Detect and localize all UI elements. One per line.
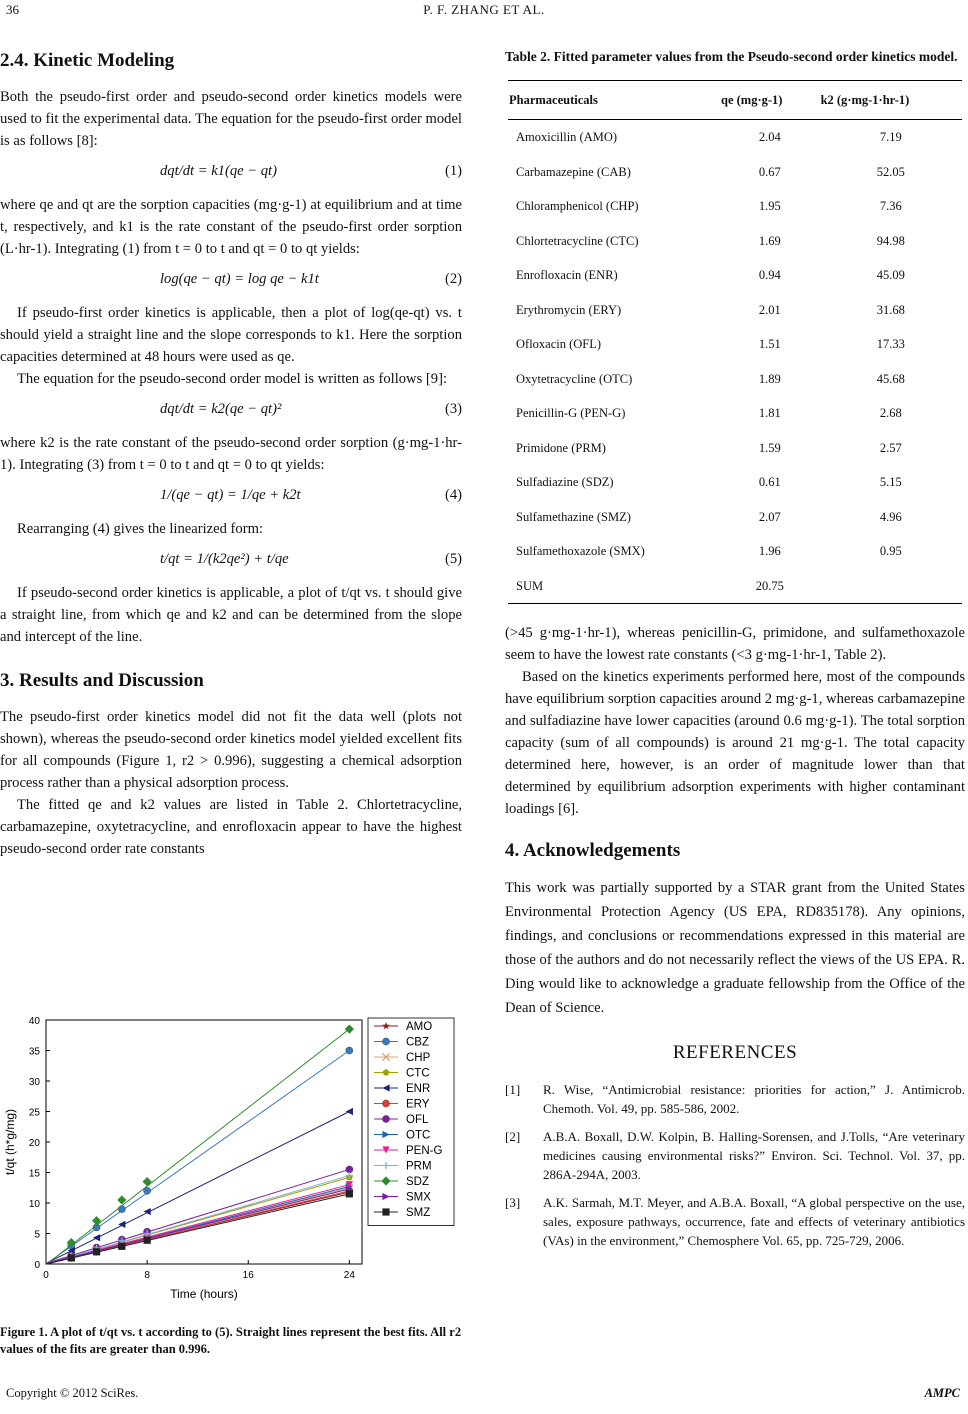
table-cell: 2.68 <box>879 406 902 421</box>
x-tick-label: 0 <box>43 1270 49 1281</box>
table-cell: Ofloxacin (OFL) <box>516 337 602 352</box>
table-cell: 2.04 <box>758 130 781 145</box>
right-column <box>505 48 965 1259</box>
y-tick-label: 40 <box>28 1016 40 1027</box>
legend-label: SMZ <box>406 1207 431 1219</box>
journal-name: AMPC <box>924 1386 960 1400</box>
paragraph: The fitted qe and k2 values are listed in Table 2. Chlortetracycline, carbamazepine, oxytetracycline, and enrofloxacin appear to have the highest pseudo-second order rate constants <box>0 797 462 857</box>
table-cell: 2.07 <box>758 509 781 524</box>
table-cell: SUM <box>508 569 720 604</box>
legend-label: OFL <box>406 1114 429 1126</box>
copyright: Copyright © 2012 SciRes. <box>6 1386 139 1400</box>
table-cell: Sulfadiazine (SDZ) <box>516 475 614 490</box>
table-cell: Chlortetracycline (CTC) <box>516 233 639 248</box>
table-cell: 0.95 <box>879 544 902 559</box>
paragraph: where k2 is the rate constant of the pseudo-second order sorption (g·mg-1·hr-1). Integrating (3) from t = 0 to t and qt = 0 to qt yields: <box>0 435 462 473</box>
table-cell: 1.59 <box>758 440 781 455</box>
reference-list <box>505 1080 965 1250</box>
table-cell: 0.94 <box>758 268 781 283</box>
reference-text: R. Wise, “Antimicrobial resistance: priorities for action,” J. Antimicrob. Chemoth. Vol. 49, pp. 585-586, 2002. <box>543 1082 965 1116</box>
equation-text: dqt/dt = k2(qe − qt)² <box>160 401 282 417</box>
page-header <box>0 0 968 28</box>
table-cell: 7.19 <box>879 130 902 145</box>
data-point <box>345 1025 354 1034</box>
paragraph: If pseudo-second order kinetics is applicable, a plot of t/qt vs. t should give a straight line, from which qe and k2 and can be determined from the slope and intercept of the line. <box>0 585 462 645</box>
legend-label: SDZ <box>406 1176 429 1188</box>
table-row <box>508 293 962 328</box>
figure-1-chart <box>0 1002 462 1318</box>
series-line <box>46 1051 349 1265</box>
table-cell: 4.96 <box>879 509 902 524</box>
equation-text: t/qt = 1/(k2qe²) + t/qe <box>160 551 289 567</box>
legend-label: CHP <box>406 1052 431 1064</box>
chart-svg <box>0 1002 462 1318</box>
table-cell: Amoxicillin (AMO) <box>516 130 618 145</box>
table-cell: 1.95 <box>758 199 781 214</box>
left-column <box>0 48 462 860</box>
reference-text: A.B.A. Boxall, D.W. Kolpin, B. Halling-Sorensen, and J.Tolls, “Are veterinary medicines causing environmental risks?” Environ. Sci. Technol. Vol. 37, pp. 286A-294A, 2003. <box>543 1129 965 1182</box>
table-cell: Sulfamethoxazole (SMX) <box>516 544 645 559</box>
table-cell: 2.01 <box>758 302 781 317</box>
paragraph: (>45 g·mg-1·hr-1), whereas penicillin-G, primidone, and sulfamethoxazole seem to have the lowest rate constants (<3 g·mg-1·hr-1, Table 2). <box>505 625 965 663</box>
data-point <box>93 1234 100 1241</box>
y-tick-label: 25 <box>28 1107 40 1119</box>
table-row <box>508 258 962 293</box>
table-cell: 94.98 <box>876 233 905 248</box>
data-point <box>144 1237 151 1244</box>
equation-3 <box>0 394 462 428</box>
equation-number: (3) <box>444 401 462 417</box>
paragraph: where qe and qt are the sorption capacities (mg·g-1) at equilibrium and at time t, respectively, and k1 is the rate constant of the pseudo-first order sorption (L·hr-1). Integrating (1) from t = 0 to t and qt = 0 to qt yields: <box>0 197 462 257</box>
table-cell <box>820 569 962 604</box>
series-line <box>46 1176 349 1264</box>
figure-1-caption: Figure 1. A plot of t/qt vs. t according to (5). Straight lines represent the best fits. All r2 values of the fits are greater than 0.996. <box>0 1325 462 1356</box>
table-cell: 2.57 <box>879 440 902 455</box>
table-cell: 45.09 <box>876 268 905 283</box>
y-tick-label: 10 <box>28 1199 40 1210</box>
legend-label: OTC <box>406 1129 431 1142</box>
y-tick-label: 20 <box>28 1138 40 1149</box>
table-row <box>508 224 962 259</box>
section-3-heading: 3. Results and Discussion <box>0 670 204 691</box>
table-2 <box>508 80 962 604</box>
table-cell: 31.68 <box>876 302 905 317</box>
table-row <box>508 396 962 431</box>
reference-item <box>505 1193 965 1250</box>
x-axis-label: Time (hours) <box>170 1287 238 1301</box>
x-tick-label: 8 <box>144 1270 150 1281</box>
table-row <box>508 500 962 535</box>
references-heading: REFERENCES <box>672 1042 798 1063</box>
legend-label: SMX <box>406 1191 431 1204</box>
table-row <box>508 155 962 190</box>
data-point <box>68 1254 75 1261</box>
table-cell: 0.67 <box>758 164 781 179</box>
column-header: k2 (g·mg-1·hr-1) <box>820 81 962 120</box>
data-point <box>143 1177 152 1186</box>
paragraph: Rearranging (4) gives the linearized form: <box>17 521 263 537</box>
section-2-4-heading: 2.4. Kinetic Modeling <box>0 50 175 71</box>
legend-label: AMO <box>406 1021 433 1033</box>
series-line <box>46 1185 349 1264</box>
paragraph: If pseudo-first order kinetics is applicable, then a plot of log(qe-qt) vs. t should yield a straight line and the slope corresponds to k1. Here the sorption capacities determined at 48 hours were used as qe. <box>0 305 462 365</box>
table-cell: Carbamazepine (CAB) <box>516 164 631 179</box>
equation-number: (5) <box>444 551 462 567</box>
table-row <box>508 534 962 569</box>
y-tick-label: 0 <box>34 1260 40 1271</box>
equation-5 <box>0 544 462 578</box>
series-line <box>46 1169 349 1263</box>
reference-item <box>505 1080 965 1118</box>
section-4-heading: 4. Acknowledgements <box>505 840 681 861</box>
data-point <box>93 1248 100 1255</box>
data-point <box>382 1100 389 1107</box>
equation-text: 1/(qe − qt) = 1/qe + k2t <box>160 487 301 503</box>
y-tick-label: 15 <box>28 1168 40 1180</box>
table-cell: Penicillin-G (PEN-G) <box>516 406 626 421</box>
table-cell: 1.51 <box>758 337 781 352</box>
table-cell: Oxytetracycline (OTC) <box>516 371 633 386</box>
table-row <box>508 569 962 604</box>
table-cell: 5.15 <box>879 475 902 490</box>
equation-2 <box>0 264 462 298</box>
table-cell: 1.89 <box>758 371 781 386</box>
data-point <box>346 1108 353 1115</box>
data-point <box>382 1208 389 1215</box>
table-cell: 17.33 <box>876 337 905 352</box>
page-number: 36 <box>6 2 19 17</box>
data-point <box>382 1038 389 1045</box>
y-tick-label: 35 <box>28 1046 40 1058</box>
column-header: Pharmaceuticals <box>508 81 720 120</box>
equation-1 <box>0 156 462 190</box>
table-row <box>508 120 962 155</box>
equation-4 <box>0 480 462 514</box>
y-tick-label: 5 <box>34 1229 40 1241</box>
table-cell: 52.05 <box>876 164 905 179</box>
series-line <box>46 1189 349 1263</box>
legend-label: CBZ <box>406 1036 429 1049</box>
paragraph: This work was partially supported by a STAR grant from the United States Environmental Protection Agency (US EPA, RD835178). Any opinions, findings, and conclusions or recommendations expressed in this material are those of the authors and do not necessarily reflect the views of the US EPA. R. Ding would like to acknowledge a graduate fellowship from the Office of the Dean of Science. <box>505 880 965 1016</box>
table-cell: 1.69 <box>758 233 781 248</box>
table-row <box>508 362 962 397</box>
table-cell: Enrofloxacin (ENR) <box>516 268 618 283</box>
reference-number: [1] <box>505 1082 521 1097</box>
x-tick-label: 16 <box>242 1270 254 1281</box>
running-authors: P. F. ZHANG ET AL. <box>423 2 545 17</box>
equation-text: dqt/dt = k1(qe − qt) <box>160 163 277 179</box>
table-row <box>508 327 962 362</box>
y-tick-label: 30 <box>28 1077 40 1088</box>
table-cell: 7.36 <box>879 199 902 214</box>
legend-label: PEN-G <box>406 1145 443 1157</box>
paragraph: Both the pseudo-first order and pseudo-second order kinetics models were used to fit the experimental data. The equation for the pseudo-first order model is as follows [8]: <box>0 89 462 149</box>
paragraph: Based on the kinetics experiments performed here, most of the compounds have equilibrium sorption capacities around 2 mg·g-1, whereas carbamazepine and sulfadiazine have lower capacities (around 0.6 mg·g-1). The total sorption capacity (sum of all compounds) is around 21 mg·g-1. The total capacity determined here, however, is an order of magnitude lower than that determined by equilibrium adsorption experiments with higher contaminant loadings [6]. <box>505 669 965 817</box>
table-cell: Sulfamethazine (SMZ) <box>516 509 631 524</box>
equation-text: log(qe − qt) = log qe − k1t <box>160 271 319 287</box>
table-row <box>508 189 962 224</box>
table-row <box>508 431 962 466</box>
legend-label: PRM <box>406 1160 432 1173</box>
equation-number: (2) <box>444 271 462 287</box>
y-axis-label: t/qt (h*g/mg) <box>3 1108 17 1176</box>
table-body <box>508 120 962 604</box>
column-header: qe (mg·g-1) <box>720 81 820 120</box>
table-cell: 1.96 <box>758 544 781 559</box>
equation-number: (4) <box>444 487 462 503</box>
table-row <box>508 465 962 500</box>
legend-label: ENR <box>406 1083 431 1095</box>
table-cell: 0.61 <box>758 475 781 490</box>
table-2-caption: Table 2. Fitted parameter values from the Pseudo-second order kinetics model. <box>505 49 958 64</box>
x-tick-label: 24 <box>343 1270 355 1281</box>
table-header-row <box>508 81 962 120</box>
data-point <box>382 1115 389 1122</box>
reference-text: A.K. Sarmah, M.T. Meyer, and A.B.A. Boxall, “A global perspective on the use, sales, exposure pathways, occurrence, fate and effects of veterinary antibiotics (VAs) in the environment,” Chemosphere Vol. 65, pp. 725-729, 2006. <box>543 1195 965 1248</box>
table-cell: 20.75 <box>720 569 820 604</box>
equation-number: (1) <box>444 163 462 179</box>
table-cell: Primidone (PRM) <box>516 440 606 455</box>
legend-label: ERY <box>406 1098 430 1111</box>
data-point <box>346 1190 353 1197</box>
table-cell: 1.81 <box>758 406 781 421</box>
reference-item <box>505 1127 965 1184</box>
table-cell: Chloramphenicol (CHP) <box>516 199 639 214</box>
reference-number: [2] <box>505 1129 521 1144</box>
paragraph: The equation for the pseudo-second order model is written as follows [9]: <box>17 371 447 387</box>
reference-number: [3] <box>505 1195 521 1210</box>
table-cell: 45.68 <box>876 371 905 386</box>
series-line <box>46 1112 349 1264</box>
data-point <box>346 1047 353 1054</box>
data-point <box>118 1243 125 1250</box>
paragraph: The pseudo-first order kinetics model did not fit the data well (plots not shown), whereas the pseudo-second order kinetics model yielded excellent fits for all compounds (Figure 1, r2 > 0.996), suggesting a chemical adsorption process rather than a physical adsorption process. <box>0 709 462 791</box>
legend-label: CTC <box>406 1067 430 1080</box>
table-cell: Erythromycin (ERY) <box>516 302 622 317</box>
data-point <box>118 1206 125 1213</box>
data-point <box>92 1216 101 1225</box>
